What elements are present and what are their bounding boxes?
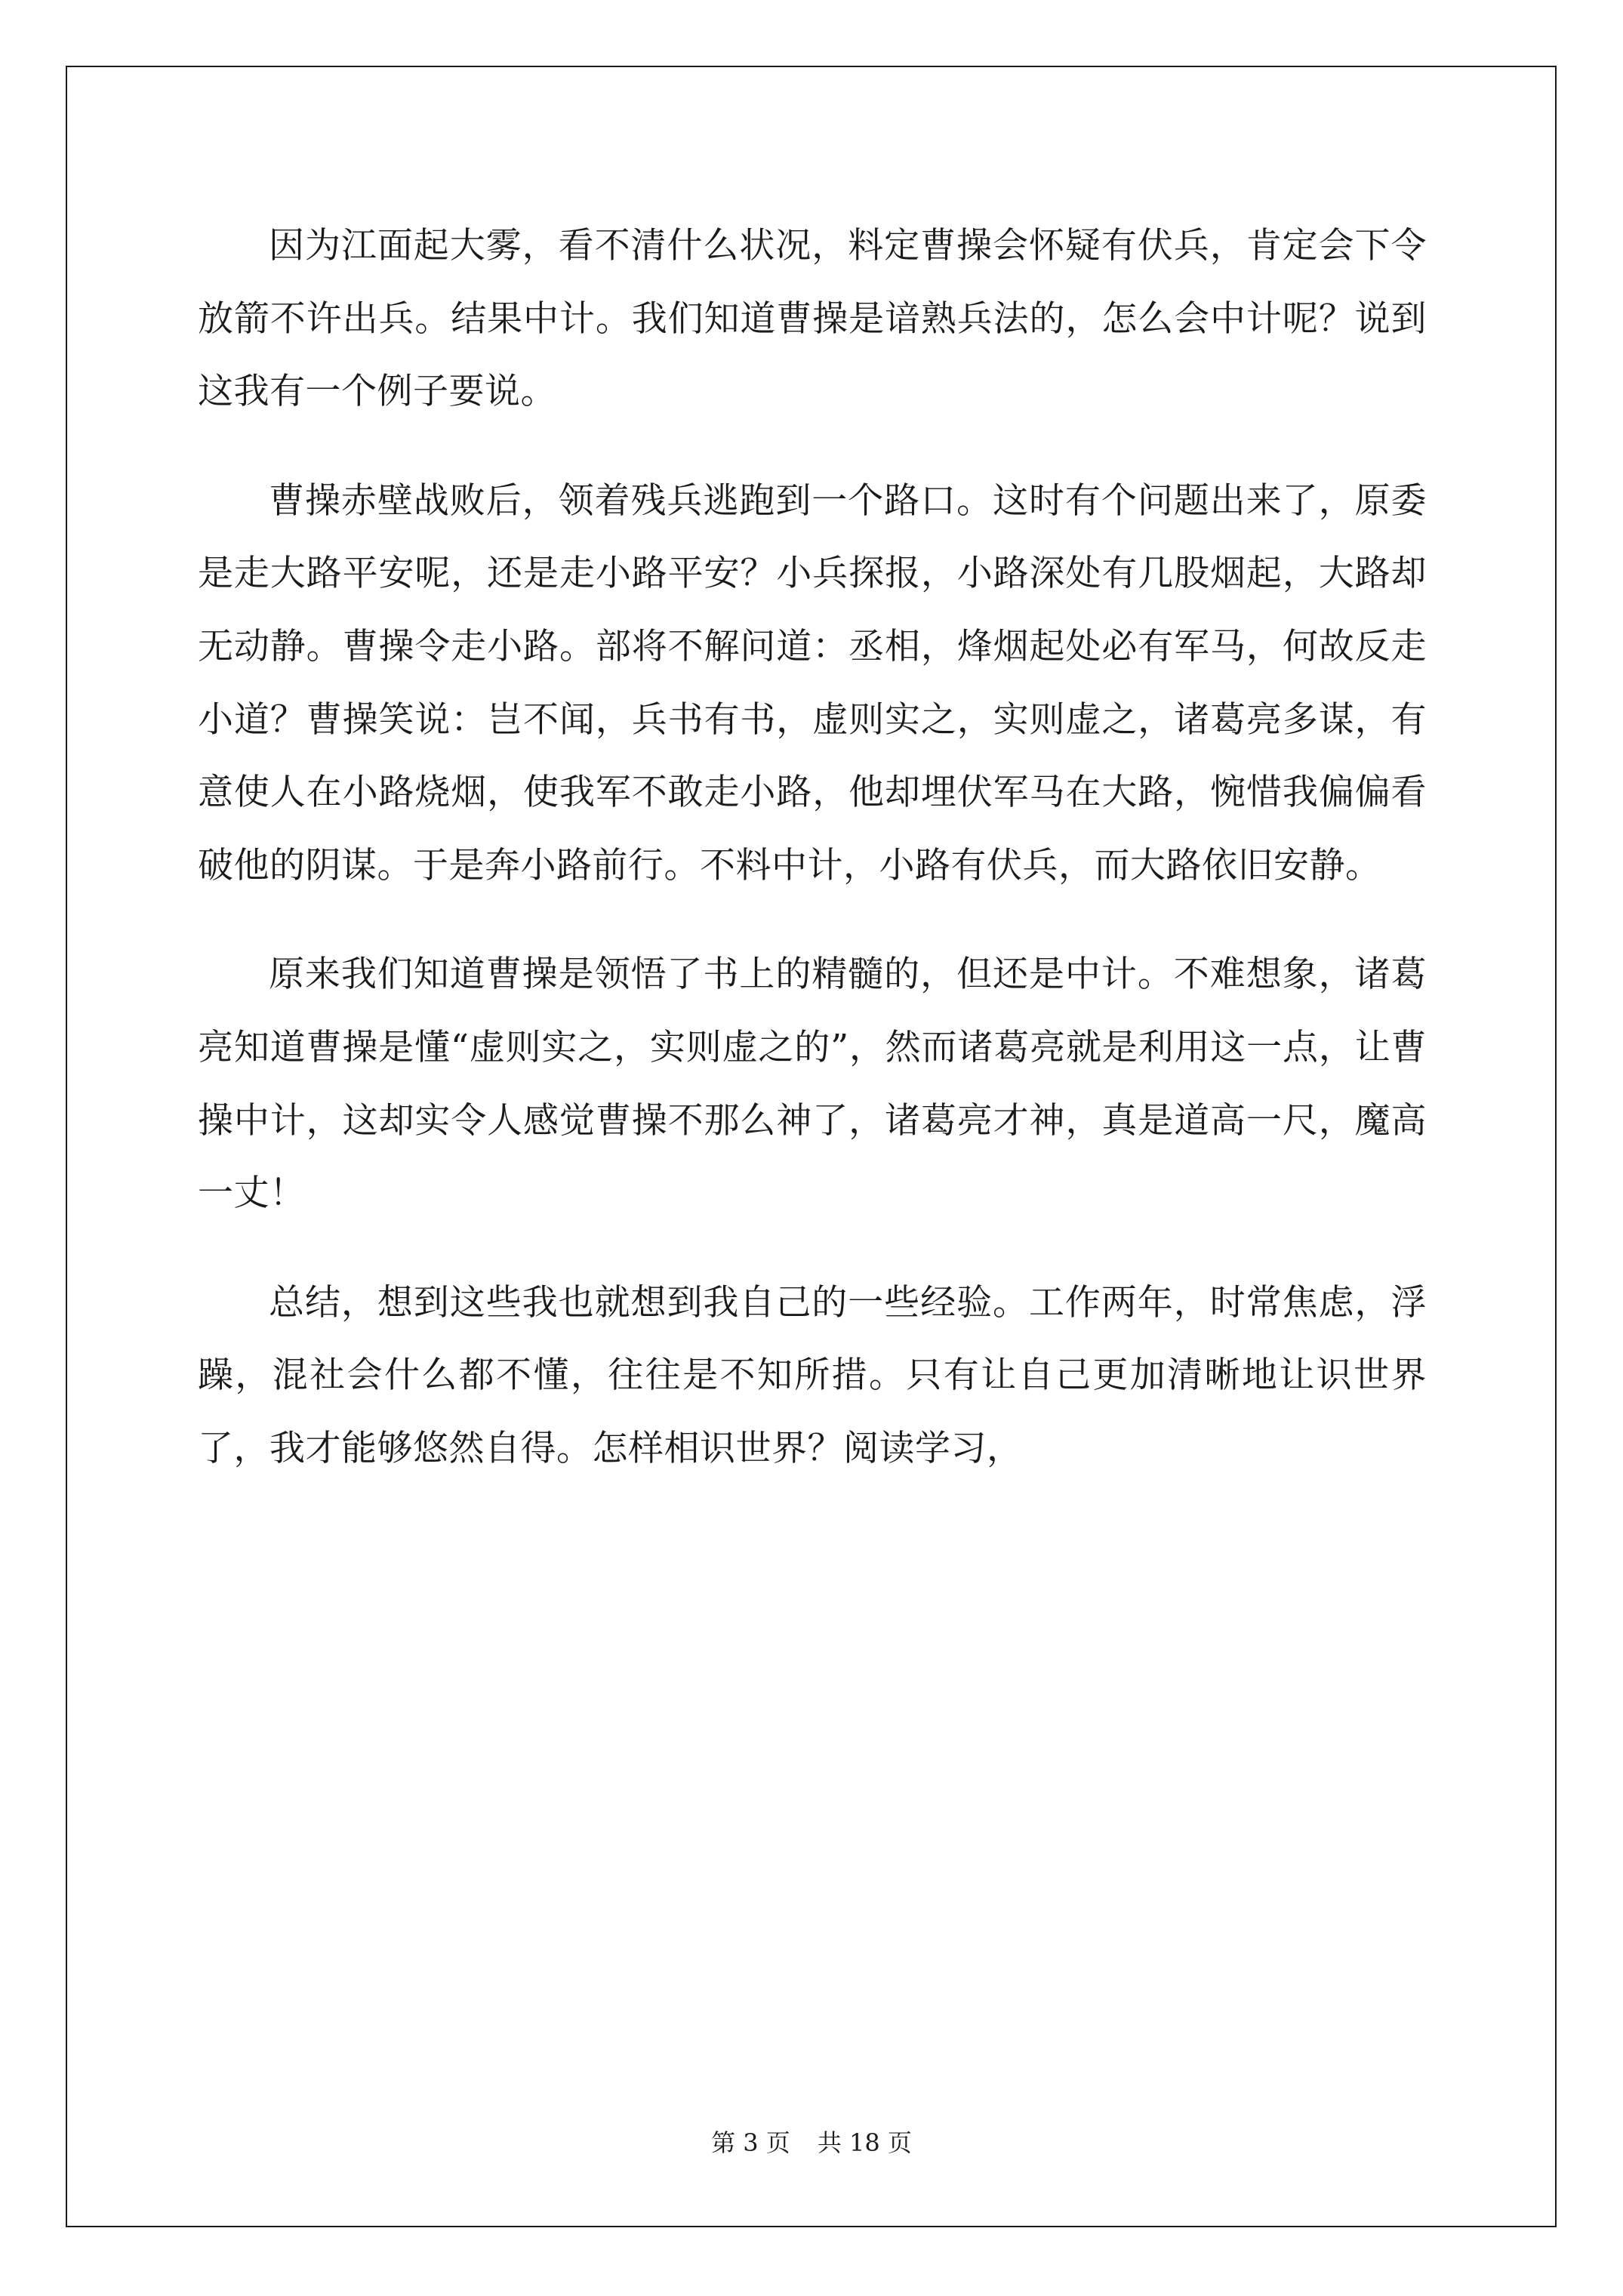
page-number: 第 3 页 [711,2128,790,2157]
paragraph: 原来我们知道曹操是领悟了书上的精髓的，但还是中计。不难想象，诸葛亮知道曹操是懂“虚则实之，实则虚之的”，然而诸葛亮就是利用这一点，让曹操中计，这却实令人感觉曹操不那么神了，诸葛亮才神，真是道高一尺，魔高一丈！ [198,954,1427,1215]
page-footer [0,2124,1623,2159]
total-pages: 共 18 页 [817,2128,912,2157]
document-body [198,210,1427,1522]
paragraph: 曹操赤壁战败后，领着残兵逃跑到一个路口。这时有个问题出来了，原委是走大路平安呢，还是走小路平安？小兵探报，小路深处有几股烟起，大路却无动静。曹操令走小路。部将不解问道：丞相，烽烟起处必有军马，何故反走小道？曹操笑说：岂不闻，兵书有书，虚则实之，实则虚之，诸葛亮多谋，有意使人在小路烧烟，使我军不敢走小路，他却埋伏军马在大路，惋惜我偏偏看破他的阴谋。于是奔小路前行。不料中计，小路有伏兵，而大路依旧安静。 [198,479,1427,886]
paragraph: 总结，想到这些我也就想到我自己的一些经验。工作两年，时常焦虑，浮躁，混社会什么都不懂，往往是不知所措。只有让自己更加清晰地让识世界了，我才能够悠然自得。怎样相识世界？阅读学习， [198,1281,1427,1469]
paragraph: 因为江面起大雾，看不清什么状况，料定曹操会怀疑有伏兵，肯定会下令放箭不许出兵。结果中计。我们知道曹操是谙熟兵法的，怎么会中计呢？说到这我有一个例子要说。 [198,225,1427,413]
